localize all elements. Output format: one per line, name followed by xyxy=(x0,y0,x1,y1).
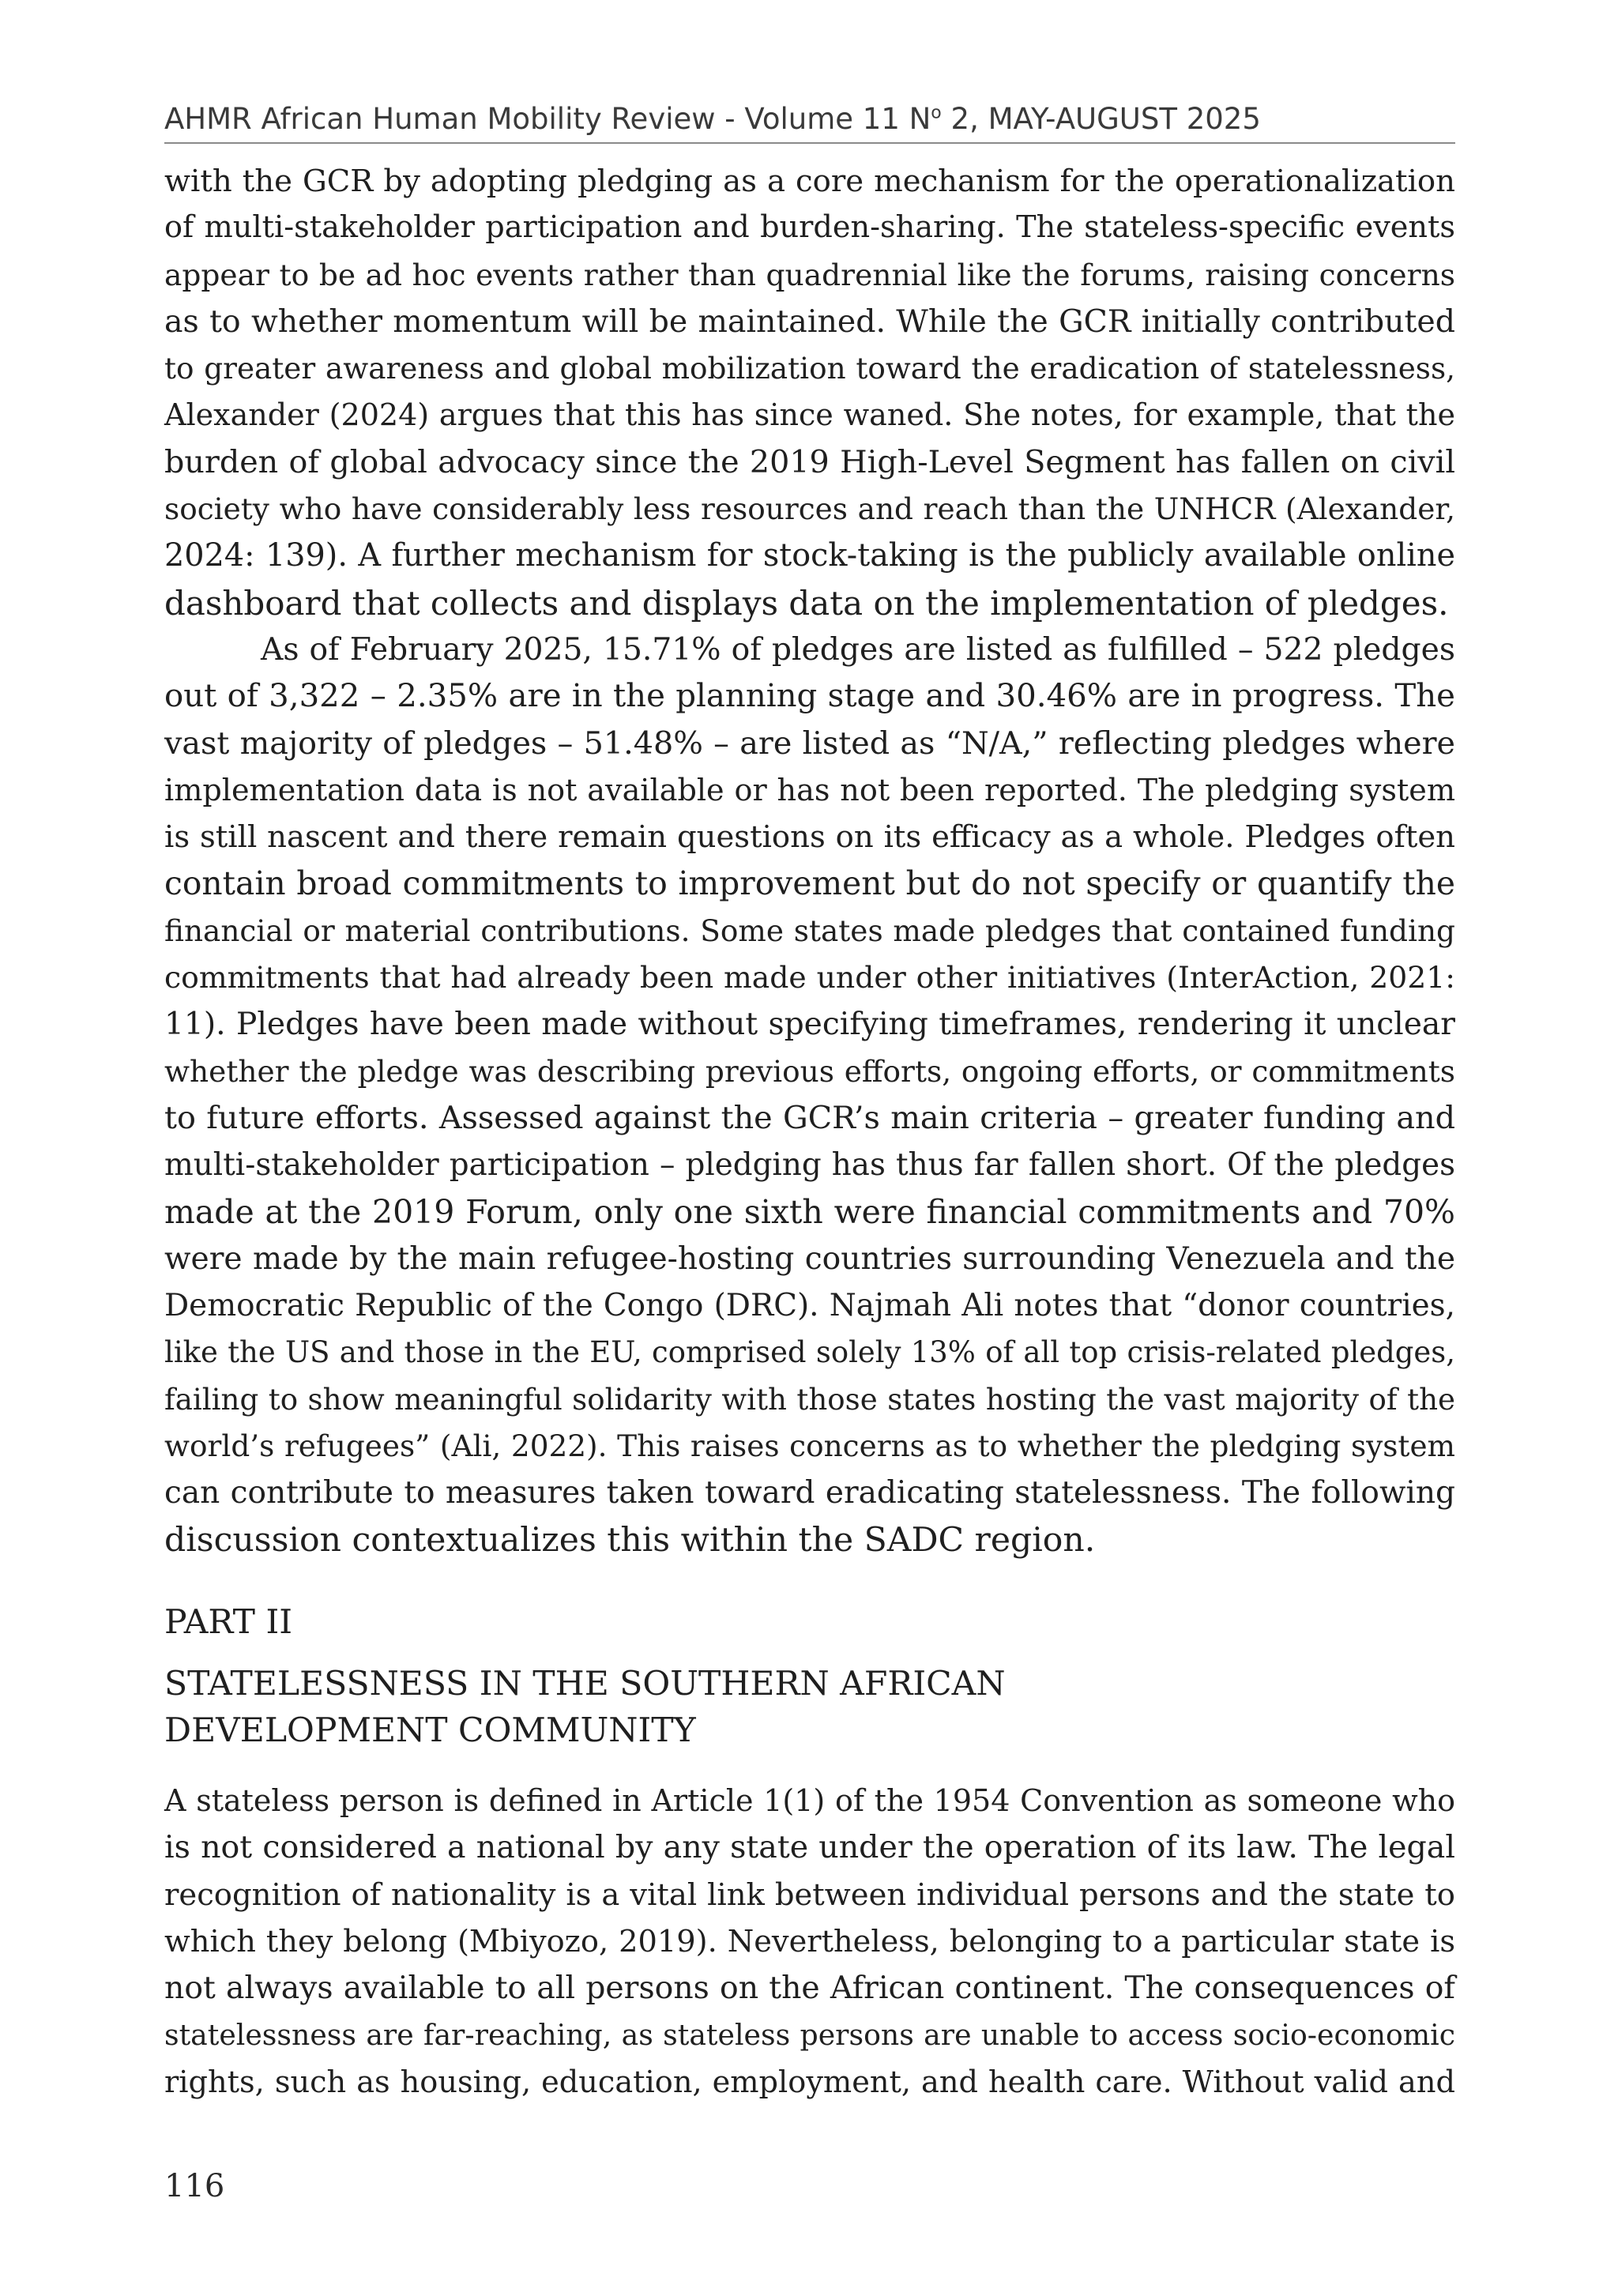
text-line: whether the pledge was describing previous efforts, ongoing efforts, or commitments xyxy=(164,1053,1455,1089)
text-line: which they belong (Mbiyozo, 2019). Nevertheless, belonging to a particular state is xyxy=(164,1923,1455,1959)
text-line: can contribute to measures taken toward eradicating statelessness. The following xyxy=(164,1475,1455,1511)
text-line: like the US and those in the EU, comprised solely 13% of all top crisis-related pledges, xyxy=(164,1335,1455,1370)
text-line: to greater awareness and global mobilization toward the eradication of statelessness, xyxy=(164,351,1455,386)
header-rule xyxy=(164,142,1455,144)
text-line: were made by the main refugee-hosting countries surrounding Venezuela and the xyxy=(164,1240,1455,1277)
text-line: dashboard that collects and displays data on the implementation of pledges. xyxy=(164,583,1449,623)
text-line: not always available to all persons on the African continent. The consequences of xyxy=(164,1970,1455,2007)
text-line: As of February 2025, 15.71% of pledges are listed as fulfilled – 522 pledges xyxy=(261,632,1455,668)
text-line: society who have considerably less resources and reach than the UNHCR (Alexander, xyxy=(164,491,1455,527)
page-number: 116 xyxy=(164,2168,225,2204)
text-line: statelessness are far-reaching, as stateless persons are unable to access socio-economic xyxy=(164,2018,1455,2053)
text-line: contain broad commitments to improvement but do not specify or quantify the xyxy=(164,864,1455,903)
text-line: is still nascent and there remain questions on its efficacy as a whole. Pledges often xyxy=(164,819,1455,856)
text-line: appear to be ad hoc events rather than quadrennial like the forums, raising concerns xyxy=(164,257,1455,292)
text-line: out of 3,322 – 2.35% are in the planning stage and 30.46% are in progress. The xyxy=(164,678,1455,715)
text-line: failing to show meaningful solidarity with those states hosting the vast majority of the xyxy=(164,1381,1455,1417)
text-line: is not considered a national by any state under the operation of its law. The legal xyxy=(164,1829,1455,1866)
text-line: 2024: 139). A further mechanism for stock-taking is the publicly available online xyxy=(164,537,1455,574)
text-line: rights, such as housing, education, employment, and health care. Without valid and xyxy=(164,2064,1455,2100)
paragraph-3 xyxy=(164,1778,1455,2106)
running-header xyxy=(164,100,1455,139)
issue-date: 2, MAY-AUGUST 2025 xyxy=(941,102,1261,136)
text-line: with the GCR by adopting pledging as a core mechanism for the operationalization xyxy=(164,164,1455,199)
text-line: made at the 2019 Forum, only one sixth were financial commitments and 70% xyxy=(164,1192,1455,1231)
number-superscript: o xyxy=(931,103,942,123)
text-line: to future efforts. Assessed against the GCR’s main criteria – greater funding and xyxy=(164,1099,1455,1136)
text-line: financial or material contributions. Some states made pledges that contained funding xyxy=(164,913,1455,948)
text-line: 11). Pledges have been made without specifying timeframes, rendering it unclear xyxy=(164,1007,1455,1043)
part-heading xyxy=(164,1599,1455,1646)
text-line: burden of global advocacy since the 2019 High-Level Segment has fallen on civil xyxy=(164,443,1455,480)
text-line: commitments that had already been made under other initiatives (InterAction, 2021: xyxy=(164,960,1455,996)
text-line: multi-stakeholder participation – pledging has thus far fallen short. Of the pledges xyxy=(164,1147,1455,1184)
text-line: A stateless person is defined in Article 1(1) of the 1954 Convention as someone who xyxy=(164,1783,1455,1818)
text-line: Alexander (2024) argues that this has since waned. She notes, for example, that the xyxy=(164,397,1455,433)
text-line: world’s refugees” (Ali, 2022). This raises concerns as to whether the pledging system xyxy=(164,1428,1455,1464)
journal-title: AHMR African Human Mobility Review - Volume 11 N xyxy=(164,102,931,136)
text-line: implementation data is not available or has not been reported. The pledging system xyxy=(164,772,1455,807)
text-line: discussion contextualizes this within the SADC region. xyxy=(164,1520,1096,1560)
heading-line: DEVELOPMENT COMMUNITY xyxy=(164,1711,696,1751)
paragraph-2 xyxy=(164,627,1455,1564)
text-line: as to whether momentum will be maintained. While the GCR initially contributed xyxy=(164,303,1455,340)
text-line: Democratic Republic of the Congo (DRC). Najmah Ali notes that “donor countries, xyxy=(164,1288,1455,1324)
text-line: recognition of nationality is a vital link between individual persons and the state to xyxy=(164,1876,1455,1913)
paragraph-1 xyxy=(164,158,1455,627)
heading-line: PART II xyxy=(164,1603,293,1642)
text-line: of multi-stakeholder participation and burden-sharing. The stateless-specific events xyxy=(164,210,1455,246)
heading-line: STATELESSNESS IN THE SOUTHERN AFRICAN xyxy=(164,1665,1006,1703)
text-line: vast majority of pledges – 51.48% – are listed as “N/A,” reflecting pledges where xyxy=(164,725,1455,762)
section-heading xyxy=(164,1661,1455,1755)
